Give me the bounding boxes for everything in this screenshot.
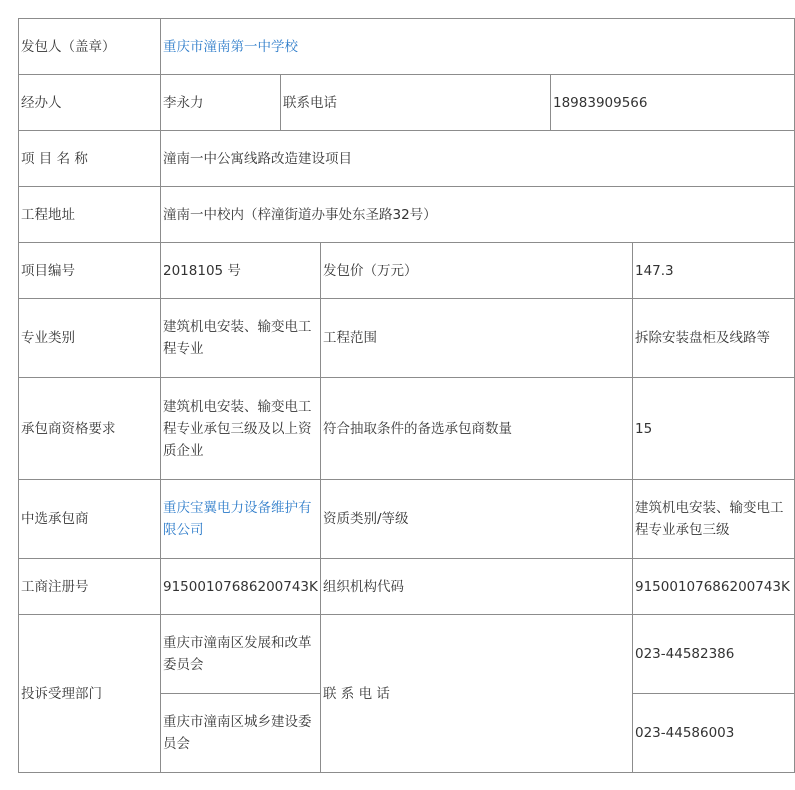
project-no-label: 项目编号 [19,243,161,299]
complaint-dept-2: 重庆市潼南区城乡建设委员会 [161,694,321,773]
row-category [19,299,795,378]
grade-label: 资质类别/等级 [321,480,633,559]
row-issuer [19,19,795,75]
candidate-count-value: 15 [633,378,795,480]
winner-link[interactable]: 重庆宝翼电力设备维护有限公司 [161,480,321,559]
price-value: 147.3 [633,243,795,299]
handler-phone-label: 联系电话 [281,75,551,131]
registration-value: 91500107686200743K [161,559,321,615]
row-complaint-1 [19,615,795,694]
qualification-label: 承包商资格要求 [19,378,161,480]
org-code-value: 91500107686200743K [633,559,795,615]
issuer-label: 发包人（盖章） [19,19,161,75]
handler-phone: 18983909566 [551,75,795,131]
issuer-link[interactable]: 重庆市潼南第一中学校 [161,19,795,75]
scope-label: 工程范围 [321,299,633,378]
complaint-phone-1: 023-44582386 [633,615,795,694]
address-label: 工程地址 [19,187,161,243]
complaint-label: 投诉受理部门 [19,615,161,773]
project-name-value: 潼南一中公寓线路改造建设项目 [161,131,795,187]
row-address [19,187,795,243]
org-code-label: 组织机构代码 [321,559,633,615]
complaint-phone-label: 联 系 电 话 [321,615,633,773]
row-qualification [19,378,795,480]
qualification-value: 建筑机电安装、输变电工程专业承包三级及以上资质企业 [161,378,321,480]
complaint-phone-2: 023-44586003 [633,694,795,773]
category-value: 建筑机电安装、输变电工程专业 [161,299,321,378]
row-handler [19,75,795,131]
registration-label: 工商注册号 [19,559,161,615]
project-name-label: 项 目 名 称 [19,131,161,187]
row-winner [19,480,795,559]
complaint-dept-1: 重庆市潼南区发展和改革委员会 [161,615,321,694]
address-value: 潼南一中校内（梓潼街道办事处东圣路32号） [161,187,795,243]
row-project-no [19,243,795,299]
row-project-name [19,131,795,187]
scope-value: 拆除安装盘柜及线路等 [633,299,795,378]
candidate-count-label: 符合抽取条件的备选承包商数量 [321,378,633,480]
category-label: 专业类别 [19,299,161,378]
row-registration [19,559,795,615]
grade-value: 建筑机电安装、输变电工程专业承包三级 [633,480,795,559]
winner-label: 中选承包商 [19,480,161,559]
project-no-value: 2018105 号 [161,243,321,299]
handler-label: 经办人 [19,75,161,131]
handler-name: 李永力 [161,75,281,131]
contract-info-table [18,18,795,773]
price-label: 发包价（万元） [321,243,633,299]
